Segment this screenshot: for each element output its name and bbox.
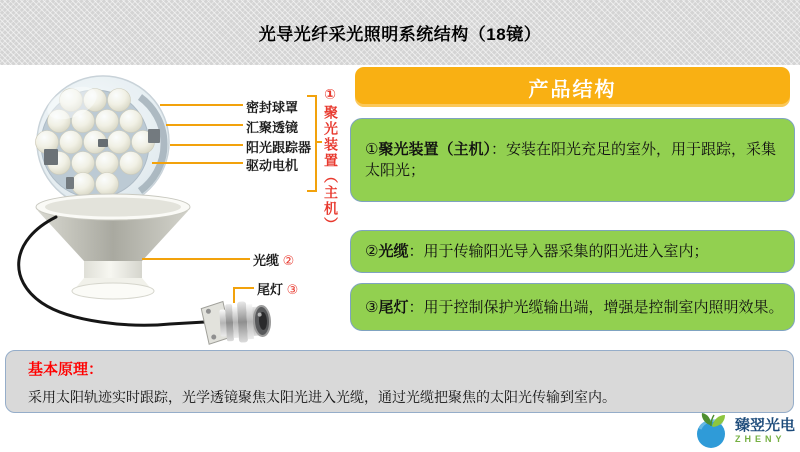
label-sun-tracker: 阳光跟踪器: [246, 140, 312, 155]
leader-line-cable: [142, 258, 250, 260]
label-condenser-lens: 汇聚透镜: [246, 120, 299, 135]
item-number: ②: [365, 243, 379, 260]
tail-number-badge: ③: [286, 282, 299, 297]
page-title: 光导光纤采光照明系统结构（18镜）: [258, 25, 542, 44]
bracket-vertical: [315, 95, 317, 192]
item-name: 聚光装置（主机）: [378, 141, 491, 158]
product-item-text: [365, 241, 708, 262]
principle-box: [5, 350, 794, 413]
item-desc: ：安装在阳光充足的室外，用于跟踪，采集太阳光；: [365, 141, 776, 179]
item-desc: ：用于传输阳光导入器采集的阳光进入室内；: [408, 243, 709, 260]
leader-line-tail-light-h: [233, 287, 254, 289]
logo-company-name: 臻翌光电: [735, 416, 796, 434]
collector-device-illustration: [0, 65, 352, 355]
bracket-top-arm: [307, 95, 317, 97]
tail-light-device: [201, 299, 271, 345]
product-structure-header: 产品结构: [355, 67, 790, 107]
product-item-tail-light: [350, 283, 795, 331]
leader-line-seal-cover: [160, 104, 243, 106]
label-drive-motor: 驱动电机: [246, 158, 299, 173]
product-item-cable: [350, 230, 795, 273]
product-item-text: [365, 297, 783, 318]
label-tail-light: 尾灯 ③: [257, 282, 299, 297]
company-logo: [692, 411, 795, 451]
item-number: ③: [365, 298, 379, 316]
leader-line-drive-motor: [152, 162, 243, 164]
cable-number-badge: ②: [282, 253, 295, 268]
bracket-bottom-arm: [307, 190, 317, 192]
title-band: [0, 0, 800, 65]
leader-line-condenser-lens: [166, 124, 243, 126]
logo-text: [735, 418, 795, 445]
item-desc: ：用于控制保护光缆输出端，增强是控制室内照明效果。: [408, 298, 784, 316]
item-number: ①: [365, 141, 379, 158]
label-cable: 光缆 ②: [253, 253, 295, 268]
logo-company-sub: ZHENY: [735, 433, 786, 444]
label-collector-vertical: ①聚光装置（主机）: [323, 87, 339, 233]
leader-line-sun-tracker: [170, 144, 243, 146]
item-name: 光缆: [378, 243, 409, 260]
device-diagram: [0, 65, 352, 355]
product-item-collector: [350, 118, 795, 202]
leader-line-tail-light-v: [233, 287, 235, 303]
item-name: 尾灯: [378, 298, 409, 316]
label-seal-cover: 密封球罩: [246, 100, 299, 115]
principle-heading: 基本原理：: [28, 361, 104, 378]
funnel-base: [36, 194, 190, 299]
logo-globe-leaf-icon: [692, 411, 732, 451]
dome-glass-overlay: [37, 76, 169, 208]
principle-text: 采用太阳轨迹实时跟踪，光学透镜聚焦太阳光进入光缆，通过光缆把聚焦的太阳光传输到室内。: [28, 389, 616, 405]
product-item-text: [365, 139, 786, 181]
